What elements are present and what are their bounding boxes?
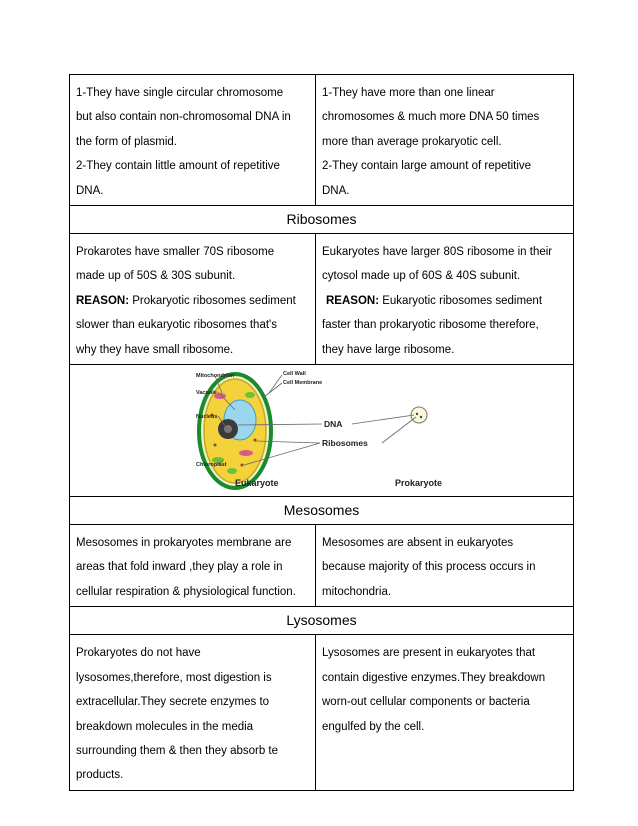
text-line: but also contain non-chromosomal DNA in xyxy=(76,111,291,124)
text-line: cytosol made up of 60S & 40S subunit. xyxy=(322,270,521,283)
lysosomes-row xyxy=(70,635,573,790)
label-cell-wall: Cell Wall xyxy=(283,371,306,378)
ribosomes-row xyxy=(70,234,573,365)
text-line: the form of plasmid. xyxy=(76,135,177,148)
mesosomes-row xyxy=(70,525,573,607)
text-line: 1-They have single circular chromosome xyxy=(76,87,284,99)
ribosomes-prokaryote-cell xyxy=(70,234,316,364)
label-chloroplast: Chloroplast xyxy=(196,462,227,469)
text-line: 1-They have more than one linear xyxy=(322,87,495,99)
reason-label: REASON: xyxy=(76,294,130,307)
lysosomes-heading: Lysosomes xyxy=(70,607,573,635)
text-line: Prokarotes have smaller 70S ribosome xyxy=(76,246,275,259)
chloroplast-shape xyxy=(245,392,255,398)
mesosomes-prokaryote-cell xyxy=(70,525,316,606)
text-line: made up of 50S & 30S subunit. xyxy=(76,270,236,283)
text-line: they have large ribosome. xyxy=(322,343,455,356)
ribosomes-heading: Ribosomes xyxy=(70,206,573,234)
label-nucleus: Nucleus xyxy=(196,414,218,421)
ribosome-dot xyxy=(420,416,422,418)
text-line: areas that fold inward ,they play a role in xyxy=(76,561,283,574)
mitochondrion-shape xyxy=(239,450,253,456)
ribosome-dot xyxy=(241,464,244,467)
text-line: mitochondria. xyxy=(322,585,392,598)
label-prokaryote: Prokaryote xyxy=(395,478,443,489)
dna-eukaryote-cell xyxy=(316,75,571,205)
text-line: engulfed by the cell. xyxy=(322,720,425,733)
text-line: because majority of this process occurs in xyxy=(322,561,536,574)
lysosomes-eukaryote-cell xyxy=(316,635,571,789)
label-mitochondrion: Mitochondrion xyxy=(196,373,235,380)
label-eukaryote: Eukaryote xyxy=(235,478,279,489)
text-line: Prokaryotic ribosomes sediment xyxy=(129,294,296,307)
mesosomes-eukaryote-cell xyxy=(316,525,571,606)
text-line: faster than prokaryotic ribosome therefore, xyxy=(322,319,539,332)
label-ribosomes: Ribosomes xyxy=(322,438,368,449)
text-line: Mesosomes are absent in eukaryotes xyxy=(322,537,514,550)
text-line: Lysosomes are present in eukaryotes that xyxy=(322,647,536,660)
cell-diagram xyxy=(70,365,573,496)
label-cell-membrane: Cell Membrane xyxy=(283,380,323,387)
text-line: extracellular.They secrete enzymes to xyxy=(76,696,270,709)
text-line: DNA. xyxy=(322,184,350,197)
text-line: why they have small ribosome. xyxy=(76,343,234,356)
text-line: 2-They contain little amount of repetitive xyxy=(76,160,280,173)
nucleolus-shape xyxy=(224,425,232,433)
label-vacuole: Vacuole xyxy=(196,390,217,397)
lysosomes-prokaryote-cell xyxy=(70,635,316,789)
text-line: slower than eukaryotic ribosomes that's xyxy=(76,319,277,332)
cell-comparison-figure xyxy=(70,365,573,497)
text-line: products. xyxy=(76,769,124,782)
text-line: breakdown molecules in the media xyxy=(76,720,254,733)
ribosomes-eukaryote-cell xyxy=(316,234,571,364)
comparison-table xyxy=(69,74,574,791)
text-line: Mesosomes in prokaryotes membrane are xyxy=(76,537,292,550)
text-line: surrounding them & then they absorb te xyxy=(76,744,279,757)
text-line: 2-They contain large amount of repetitive xyxy=(322,160,532,173)
mesosomes-heading: Mesosomes xyxy=(70,497,573,525)
chloroplast-shape xyxy=(227,468,237,474)
label-dna: DNA xyxy=(324,419,343,430)
ribosome-dot xyxy=(416,413,418,415)
reason-line xyxy=(322,289,565,313)
text-line: lysosomes,therefore, most digestion is xyxy=(76,671,272,684)
text-line: Eukaryotes have larger 80S ribosome in their xyxy=(322,246,553,259)
dna-prokaryote-cell xyxy=(70,75,316,205)
text-line: Prokaryotes do not have xyxy=(76,647,201,660)
text-line: more than average prokaryotic cell. xyxy=(322,135,502,148)
text-line: cellular respiration & physiological function. xyxy=(76,585,296,598)
text-line: contain digestive enzymes.They breakdown xyxy=(322,671,546,684)
text-line: Eukaryotic ribosomes sediment xyxy=(379,294,543,307)
reason-label: REASON: xyxy=(326,294,380,307)
text-line: DNA. xyxy=(76,184,104,197)
text-line: worn-out cellular components or bacteria xyxy=(322,696,530,709)
dna-row xyxy=(70,75,573,206)
text-line: chromosomes & much more DNA 50 times xyxy=(322,111,540,124)
reason-line xyxy=(76,289,309,313)
ribosome-dot xyxy=(214,444,217,447)
